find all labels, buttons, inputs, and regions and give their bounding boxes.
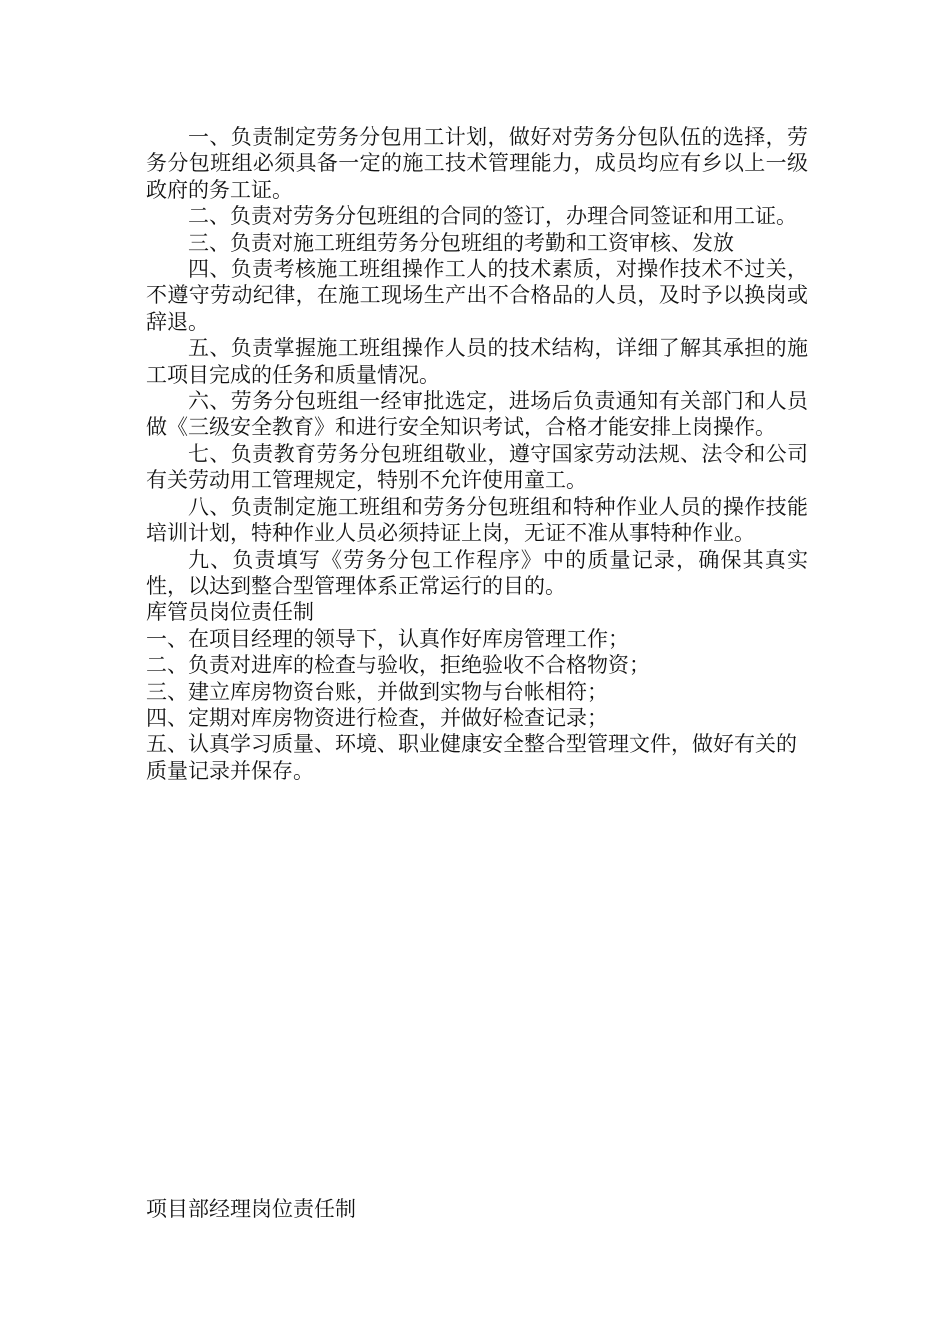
labor-paragraph-2: 二、负责对劳务分包班组的合同的签订，办理合同签证和用工证。 bbox=[188, 204, 797, 229]
labor-paragraph-3: 三、负责对施工班组劳务分包班组的考勤和工资审核、发放 bbox=[188, 230, 734, 255]
labor-paragraph-1: 一、负责制定劳务分包用工计划，做好对劳务分包队伍的选择，劳务分包班组必须具备一定的施工技术管理能力，成员均应有乡以上一级政府的务工证。 bbox=[146, 125, 808, 202]
warehouse-section bbox=[146, 599, 808, 784]
labor-paragraph-7: 七、负责教育劳务分包班组敬业，遵守国家劳动法规、法令和公司有关劳动用工管理规定，特别不允许使用童工。 bbox=[146, 441, 808, 493]
labor-paragraph-6: 六、劳务分包班组一经审批选定，进场后负责通知有关部门和人员做《三级安全教育》和进行安全知识考试，合格才能安排上岗操作。 bbox=[146, 389, 808, 440]
warehouse-item-2: 二、负责对进库的检查与验收，拒绝验收不合格物资； bbox=[146, 653, 650, 678]
labor-paragraph-5: 五、负责掌握施工班组操作人员的技术结构，详细了解其承担的施工项目完成的任务和质量情况。 bbox=[146, 336, 808, 387]
warehouse-item-3: 三、建立库房物资台账，并做到实物与台帐相符； bbox=[146, 679, 608, 704]
labor-paragraph-8: 八、负责制定施工班组和劳务分包班组和特种作业人员的操作技能培训计划，特种作业人员必须持证上岗，无证不准从事特种作业。 bbox=[146, 494, 808, 546]
warehouse-section-title: 库管员岗位责任制 bbox=[146, 600, 314, 625]
labor-paragraph-9: 九、负责填写《劳务分包工作程序》中的质量记录，确保其真实性，以达到整合型管理体系正常运行的目的。 bbox=[146, 547, 808, 598]
document-body bbox=[146, 124, 808, 784]
warehouse-item-4: 四、定期对库房物资进行检查，并做好检查记录； bbox=[146, 705, 608, 730]
next-section-title: 项目部经理岗位责任制 bbox=[146, 1197, 356, 1221]
labor-section bbox=[146, 124, 808, 599]
warehouse-item-1: 一、在项目经理的领导下，认真作好库房管理工作； bbox=[146, 626, 629, 651]
warehouse-item-5: 五、认真学习质量、环境、职业健康安全整合型管理文件，做好有关的质量记录并保存。 bbox=[146, 732, 797, 783]
labor-paragraph-4: 四、负责考核施工班组操作工人的技术素质，对操作技术不过关，不遵守劳动纪律，在施工现场生产出不合格品的人员，及时予以换岗或辞退。 bbox=[146, 257, 808, 334]
